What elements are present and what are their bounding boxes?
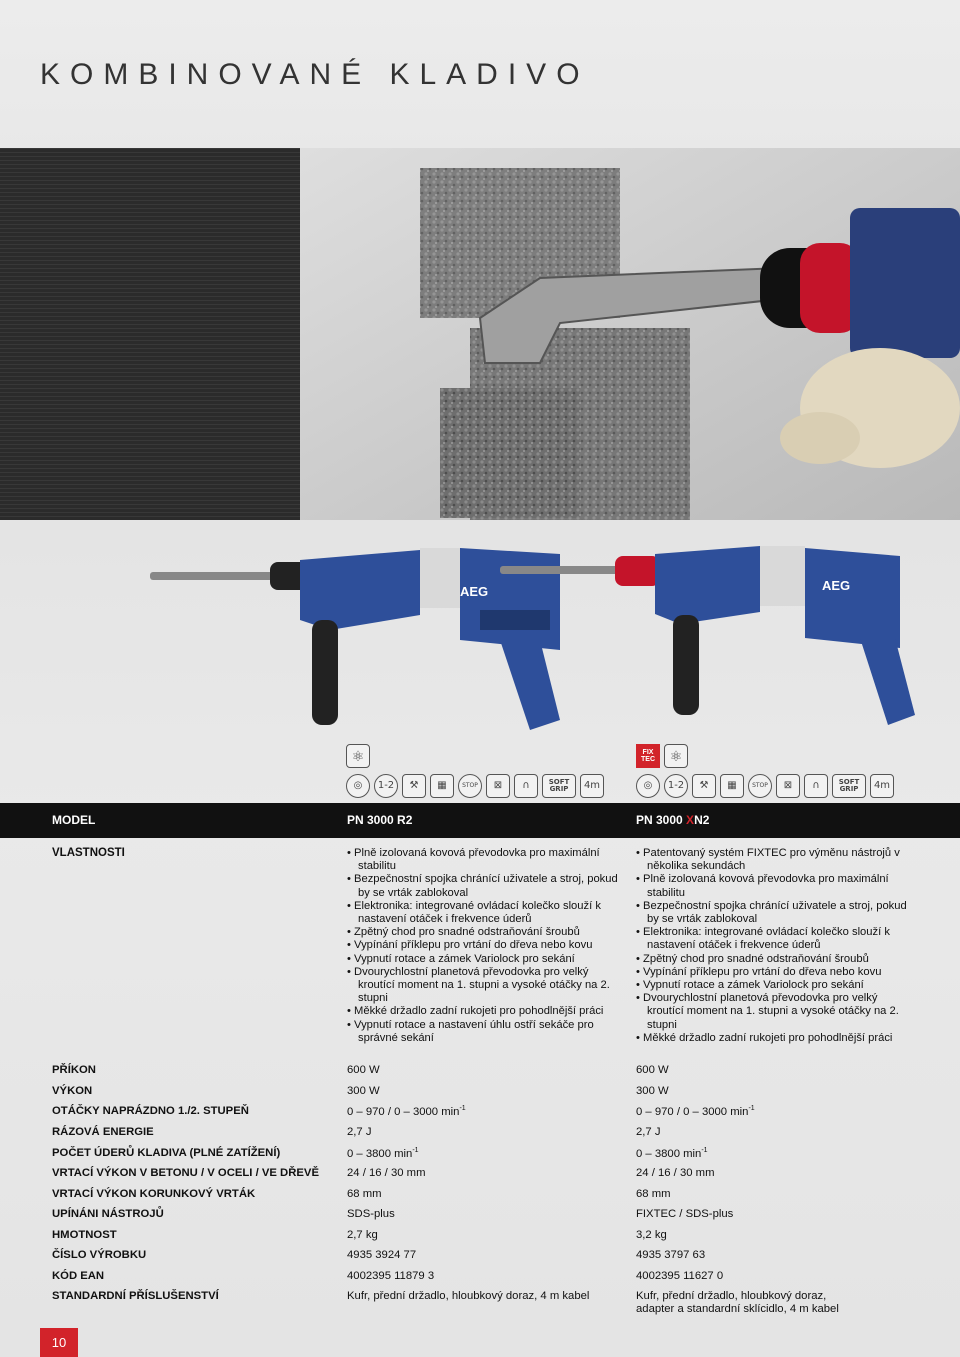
feature-item: • Vypnutí rotace a zámek Variolock pro sekání [347,953,619,966]
feature-icons-left [346,774,604,798]
no-hammer-icon: ⊠ [486,774,510,798]
feature-item: • Plně izolovaná kovová převodovka pro maximální stabilitu [347,847,619,873]
feature-item: • Dvourychlostní planetová převodovka pro velký kroutící moment na 1. stupni a vysoké otáčky na 2. stupni [636,992,908,1032]
gearbox-icon: ▦ [430,774,454,798]
fixtec-icon: FIX TEC [636,744,660,768]
ratio-icon: 1-2 [374,774,398,798]
feature-item: • Zpětný chod pro snadné odstraňování šroubů [636,953,908,966]
no-hammer-icon: ⊠ [776,774,800,798]
feature-item: • Vypnutí rotace a zámek Variolock pro sekání [636,979,908,992]
hammer-icon: ⚒ [692,774,716,798]
atom-icon: ⚛ [664,744,688,768]
page-title: KOMBINOVANÉ KLADIVO [40,58,590,91]
feature-item: • Patentovaný systém FIXTEC pro výměnu nástrojů v několika sekundách [636,847,908,873]
left-drill-logo: AEG [460,584,489,599]
stop-icon: STOP [748,774,772,798]
feature-item: • Dvourychlostní planetová převodovka pro velký kroutící moment na 1. stupni a vysoké otáčky na 2. stupni [347,966,619,1006]
model-left-name: PN 3000 R2 [347,813,413,827]
feature-item: • Vypnutí rotace a nastavení úhlu ostří sekáče pro správné sekání [347,1019,619,1045]
product-drawings [0,520,960,805]
feature-item: • Měkké držadlo zadní rukojeti pro pohodlnější práci [347,1005,619,1018]
soft-grip-icon: SOFT GRIP [542,774,576,798]
drill-pn3000-r2 [150,548,560,730]
ratio-icon: 1-2 [664,774,688,798]
clutch-icon: ∩ [804,774,828,798]
feature-item: • Vypínání příklepu pro vrtání do dřeva nebo kovu [347,939,619,952]
hammer-icon: ⚒ [402,774,426,798]
page-number: 10 [40,1328,78,1357]
model-right-name: PN 3000 XN2 [636,813,710,827]
model-header-bar [0,803,960,838]
feature-item: • Elektronika: integrované ovládací kolečko slouží k nastavení otáček i frekvence úderů [347,900,619,926]
hero-photo-illustration [0,148,960,520]
product-images [0,520,960,805]
stop-icon: STOP [458,774,482,798]
feature-item: • Vypínání příklepu pro vrtání do dřeva nebo kovu [636,966,908,979]
clutch-icon: ∩ [514,774,538,798]
feature-item: • Měkké držadlo zadní rukojeti pro pohodlnější práci [636,1032,908,1045]
drill-pn3000-xn2 [500,546,915,725]
features-label: VLASTNOSTI [52,847,125,859]
gearbox-icon: ▦ [720,774,744,798]
model-label: MODEL [52,813,96,827]
dial-icon: ◎ [346,774,370,798]
feature-icons-right [636,774,894,798]
features-right [636,847,908,1045]
right-drill-logo: AEG [822,578,851,593]
hero-photo [0,148,960,520]
features-left [347,847,619,1045]
feature-item: • Elektronika: integrované ovládací kolečko slouží k nastavení otáček i frekvence úderů [636,926,908,952]
soft-grip-icon: SOFT GRIP [832,774,866,798]
feature-item: • Zpětný chod pro snadné odstraňování šroubů [347,926,619,939]
feature-item: • Bezpečnostní spojka chránící uživatele a stroj, pokud by se vrták zablokoval [636,900,908,926]
dial-icon: ◎ [636,774,660,798]
atom-icon: ⚛ [346,744,370,768]
feature-item: • Plně izolovaná kovová převodovka pro maximální stabilitu [636,873,908,899]
cable-icon: 4m [870,774,894,798]
cable-icon: 4m [580,774,604,798]
feature-item: • Bezpečnostní spojka chránící uživatele a stroj, pokud by se vrták zablokoval [347,873,619,899]
